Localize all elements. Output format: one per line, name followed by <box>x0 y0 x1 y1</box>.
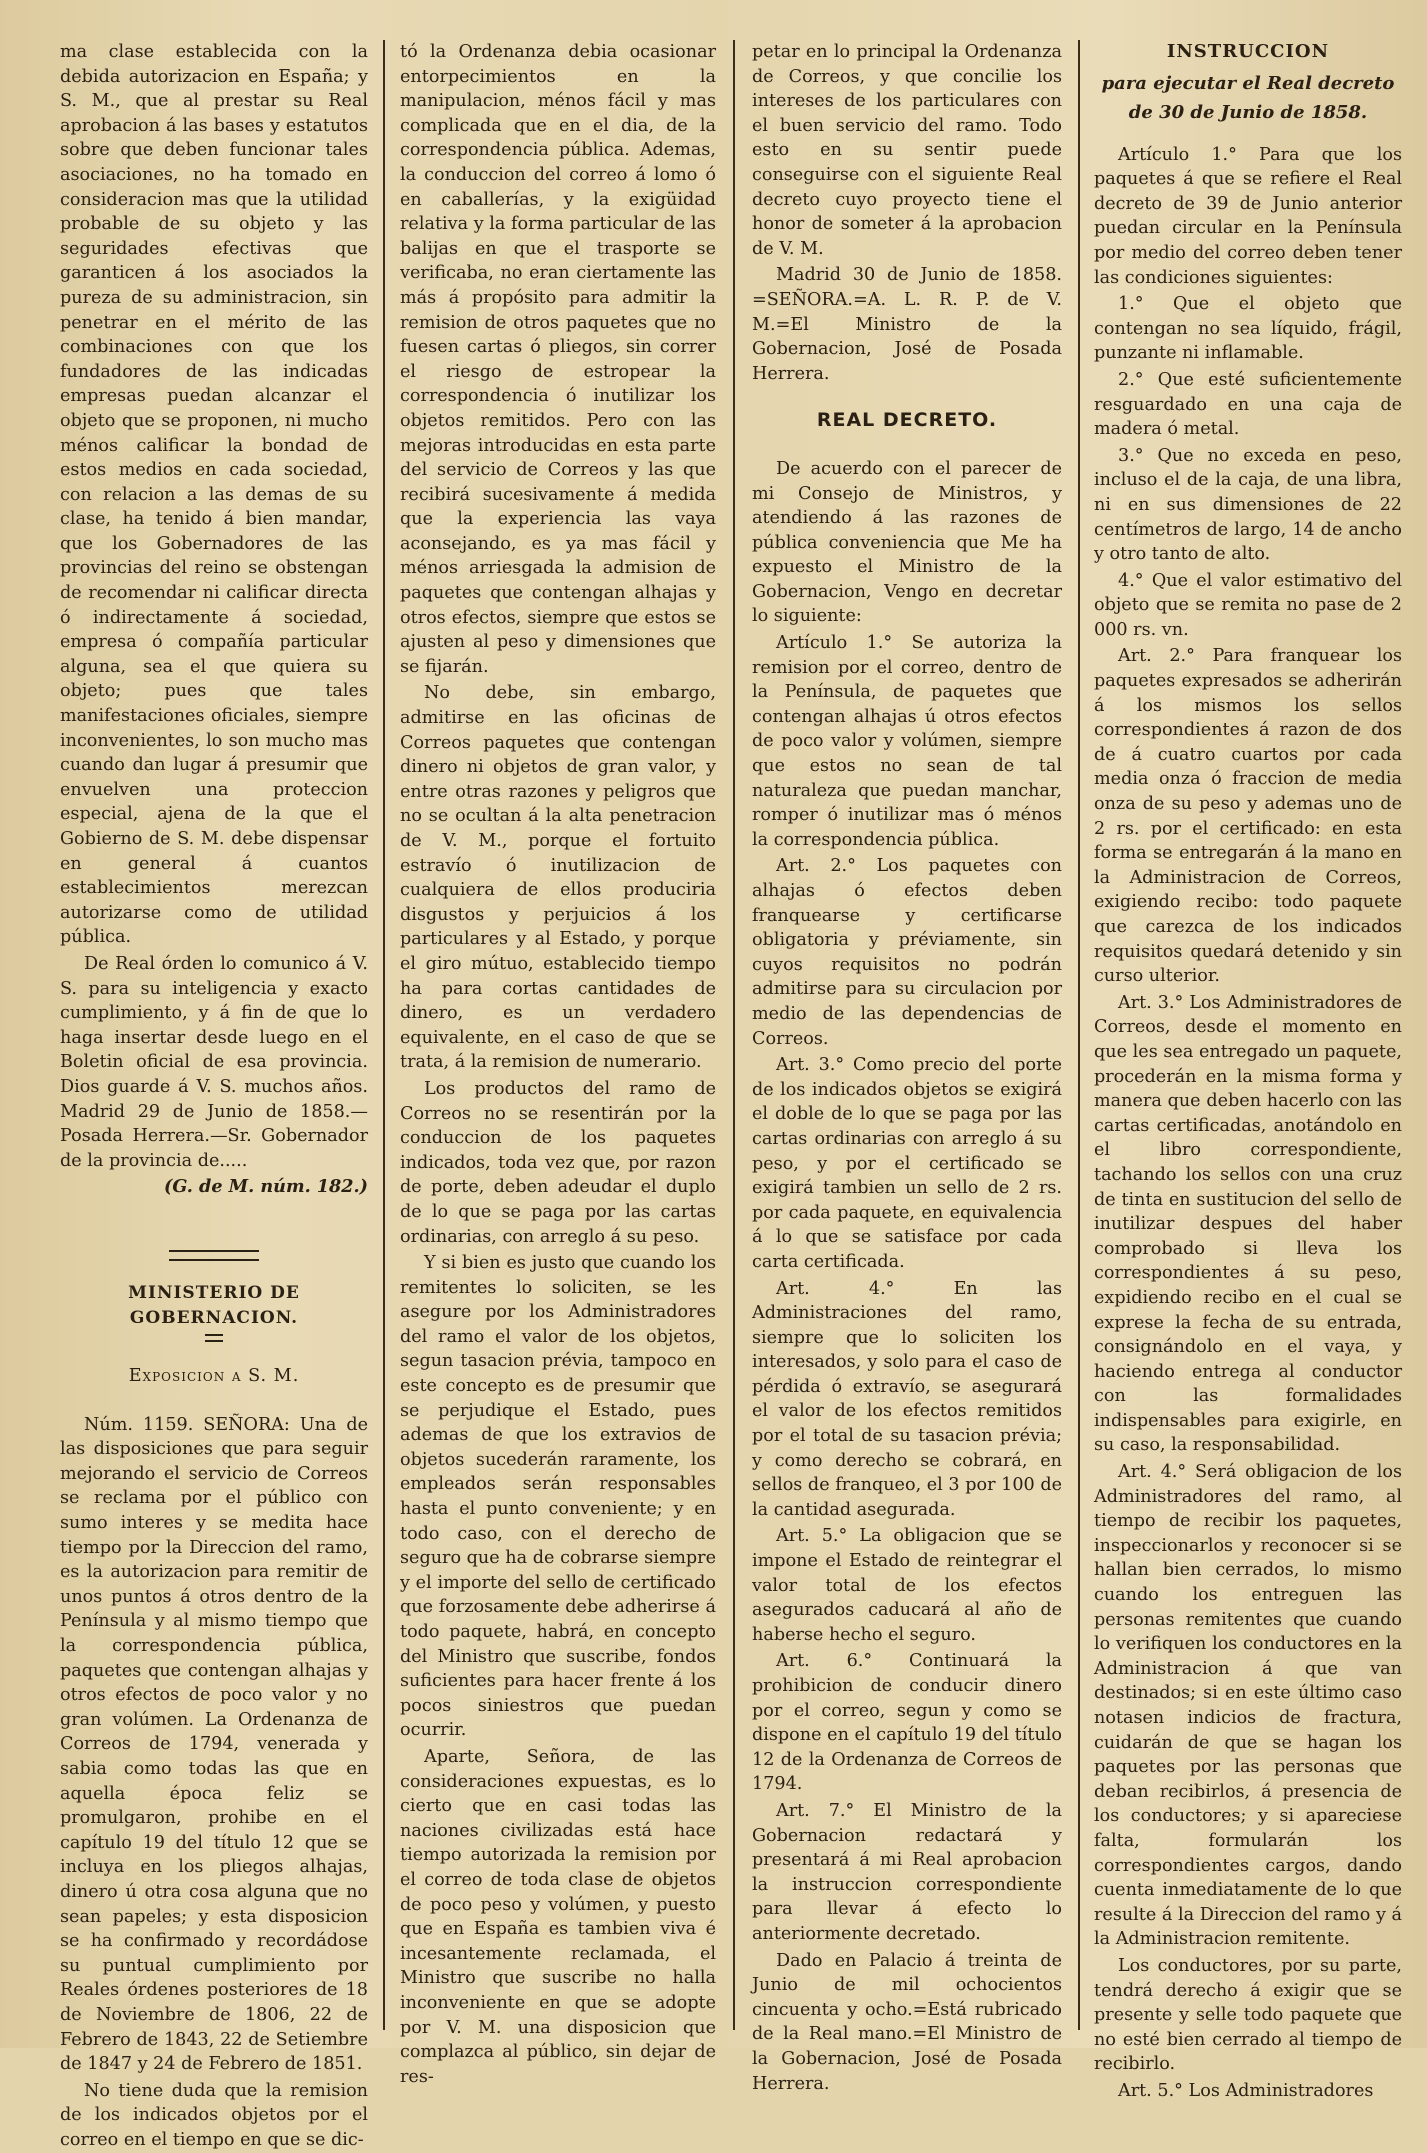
column-divider <box>1078 40 1080 2030</box>
source-citation: (G. de M. núm. 182.) <box>164 1176 368 1198</box>
condition: 4.° Que el valor estimativo del objeto que se remita no pase de 2 000 rs. vn. <box>1094 570 1402 640</box>
paragraph: petar en lo principal la Ordenanza de Correos, y que concilie los intereses de los particulares con el buen servicio del ramo. Todo esto en su sentir puede conseguirse con el siguiente Real decreto cuyo proyecto tiene el honor de someter á la aprobacion de V. M. <box>752 42 1062 259</box>
article: Art. 2.° Los paquetes con alhajas ó efectos deben franquearse y certificarse obligatoria y préviamente, sin cuyos requisitos no podrán admitirse para su circulacion por medio de las dependencias de Correos. <box>752 856 1062 1049</box>
paragraph: ma clase establecida con la debida autorizacion en España; y S. M., que al prestar su Real aprobacion á las bases y estatutos sobre que deben funcionar tales asociaciones, no ha tomado en consideracion mas que la utilidad probable de su objeto y las seguridades efectivas que garanticen á los asociados la pureza de su administracion, sin penetrar en el mérito de las combinaciones con que los fundadores de las indicadas empresas puedan alcanzar el objeto que se proponen, ni mucho ménos calificar la bondad de estos medios en cada sociedad, con relacion a las demas de su clase, ha tenido á bien mandar, que los Gobernadores de las provincias del reino se obstengan de recomendar ni calificar directa ó indirectamente á sociedad, empresa ó compañía particular alguna, sea el que quiera su objeto; pues que tales manifestaciones oficiales, siempre inconvenientes, lo son mucho mas cuando dan lugar á presumir que envuelven una proteccion especial, ajena de la que el Gobierno de S. M. debe dispensar en general á cuantos establecimientos merezcan autorizarse como de utilidad pública. <box>60 42 368 948</box>
article: Art. 5.° La obligacion que se impone el Estado de reintegrar el valor total de los efectos asegurados caducará al año de haberse hecho el seguro. <box>752 1526 1062 1645</box>
paragraph: Y si bien es justo que cuando los remitentes lo soliciten, se les asegure por los Administradores del ramo el valor de los objetos, segun tasacion prévia, tampoco en este concepto es de presumir que se perjudique el Estado, pues ademas de que los extravios de objetos sucederán raramente, los empleados serán responsables hasta el punto conveniente; y en todo caso, con el derecho de seguro que ha de cobrarse siempre y el importe del sello de certificado que forzosamente debe adherirse á todo paquete, habrá, en concepto del Ministro que suscribe, fondos suficientes para hacer frente á los pocos siniestros que puedan ocurrir. <box>400 1253 716 1741</box>
column-2 <box>400 40 716 2087</box>
article: Art. 5.° Los Administradores <box>1118 2080 1374 2101</box>
decree-title: REAL DECRETO. <box>816 409 998 432</box>
column-3 <box>752 40 1062 2094</box>
column-divider <box>383 40 385 2030</box>
signature-line: Madrid 30 de Junio de 1858. =SEÑORA.=A. L. R. P. de V. M.=El Ministro de la Gobernacion, José de Posada Herrera. <box>752 265 1062 384</box>
instruction-subtitle: para ejecutar el Real decreto de 30 de Junio de 1858. <box>1101 72 1395 123</box>
paragraph: No tiene duda que la remision de los indicados objetos por el correo en el tiempo en que se dic- <box>60 2080 368 2150</box>
paragraph: Aparte, Señora, de las consideraciones expuestas, es lo cierto que en casi todas las naciones civilizadas está hace tiempo autorizada la remision por el correo de toda clase de objetos de poco peso y volúmen, y puesto que en España es tambien viva é incesantemente reclamada, el Ministro que suscribe no halla inconveniente en que se adopte por V. M. una disposicion que complazca al público, sin dejar de res- <box>400 1746 716 2087</box>
condition: 1.° Que el objeto que contengan no sea líquido, frágil, punzante ni inflamable. <box>1094 294 1402 364</box>
ornament-rule <box>205 1334 223 1342</box>
article: Artículo 1.° Para que los paquetes á que se refiere el Real decreto de 39 de Junio anterior puedan circular en la Península por medio del correo deben tener las condiciones siguientes: <box>1094 144 1402 288</box>
instruction-title: INSTRUCCION <box>1166 41 1330 62</box>
paragraph: Dado en Palacio á treinta de Junio de mil ochocientos cincuenta y ocho.=Está rubricado de la Real mano.=El Ministro de la Gobernacion, José de Posada Herrera. <box>752 1950 1062 2094</box>
paragraph: No debe, sin embargo, admitirse en las oficinas de Correos paquetes que contengan dinero ni objetos de gran valor, y entre otras razones y peligros que no se ocultan á la alta penetracion de V. M., porque el fortuito estravío ó inutilizacion de cualquiera de ellos produciria disgustos y perjuicios á los particulares y al Estado, y porque el giro mútuo, establecido tiempo ha para cortas cantidades de dinero, es un verdadero equivalente, en el caso de que se trata, á la remision de numerario. <box>400 683 716 1073</box>
article: Art. 6.° Continuará la prohibicion de conducir dinero por el correo, segun y como se dispone en el capítulo 19 del título 12 de la Ordenanza de Correos de 1794. <box>752 1651 1062 1795</box>
condition: 2.° Que esté suficientemente resguardado en una caja de madera ó metal. <box>1094 369 1402 440</box>
article: Art. 4.° Será obligacion de los Administradores del ramo, al tiempo de recibir los paquetes, inspeccionarlos y reconocer si se hallan bien cerrados, lo mismo cuando los entreguen las personas remitentes que cuando lo verifiquen los conductores en la Administracion á que van destinados; si en este último caso notasen indicios de fractura, cuidarán de que se hagan los paquetes por las personas que deban recibirlos, á presencia de los conductores; y si apareciese falta, formularán los correspondientes cargos, dando cuenta inmediatamente de lo que resulte á la Direccion del ramo y á la Administracion remitente. <box>1094 1462 1402 1950</box>
paragraph: De acuerdo con el parecer de mi Consejo de Ministros, y atendiendo á las razones de pública conveniencia que Me ha expuesto el Ministro de la Gobernacion, Vengo en decretar lo siguiente: <box>752 458 1062 627</box>
column-4 <box>1094 40 1402 2101</box>
article: Art. 7.° El Ministro de la Gobernacion redactará y presentará á mi Real aprobacion la instruccion correspondiente para llevar á efecto lo anteriormente decretado. <box>752 1800 1062 1944</box>
paragraph: Los productos del ramo de Correos no se resentirán por la conduccion de los paquetes indicados, toda vez que, por razon de porte, deben adeudar el duplo de lo que se paga por las cartas ordinarias, con arreglo á su peso. <box>400 1078 716 1247</box>
article: Artículo 1.° Se autoriza la remision por el correo, dentro de la Península, de paquetes que contengan alhajas ú otros efectos de poco valor y volúmen, siempre que estos no sean de tal naturaleza que puedan manchar, romper ó inutilizar mas ó ménos la correspondencia pública. <box>752 633 1062 850</box>
ornament-rule <box>169 1250 259 1261</box>
condition: 3.° Que no exceda en peso, incluso el de la caja, de una libra, ni en sus dimensiones de 22 centímetros de largo, 14 de ancho y otro tanto de alto. <box>1094 445 1402 565</box>
paragraph: tó la Ordenanza debia ocasionar entorpecimientos en la manipulacion, ménos fácil y mas complicada que en el dia, de la correspondencia pública. Ademas, la conduccion del correo á lomo ó en caballerías, y la exigüidad relativa y la forma particular de las balijas en que el trasporte se verificaba, no eran ciertamente las más á propósito para admitir la remision de otros paquetes que no fuesen cartas ó pliegos, sin correr el riesgo de estropear la correspondencia ó inutilizar los objetos remitidos. Pero con las mejoras introducidas en esta parte del servicio de Correos y las que recibirá sucesivamente á medida que la experiencia las vaya aconsejando, es ya mas fácil y ménos arriesgada la admision de paquetes que contengan alhajas y otros efectos, siempre que estos se ajusten al peso y dimensiones que se fijarán. <box>400 42 716 677</box>
exposition-title: Exposicion a S. M. <box>128 1366 300 1387</box>
paragraph: Núm. 1159. SEÑORA: Una de las disposiciones que para seguir mejorando el servicio de Correos se reclama por el público con sumo interes y se medita hace tiempo por la Direccion del ramo, es la autorizacion para remitir de unos puntos á otros dentro de la Península y al mismo tiempo que la correspondencia pública, paquetes que contengan alhajas y otros efectos de poco valor y no gran volúmen. La Ordenanza de Correos de 1794, venerada y sabia como todas las que en aquella época feliz se promulgaron, prohibe en el capítulo 19 del título 12 que se incluya en los pliegos alhajas, dinero ú otra cosa alguna que no sean papeles; y esta disposicion se ha confirmado y recordádose su puntual cumplimiento por Reales órdenes posteriores de 18 de Noviembre de 1806, 22 de Febrero de 1843, 22 de Setiembre de 1847 y 24 de Febrero de 1851. <box>60 1414 368 2075</box>
article: Art. 4.° En las Administraciones del ramo, siempre que lo soliciten los interesados, y solo para el caso de pérdida ó extravío, se asegurará el valor de los efectos remitidos por el total de su tasacion prévia; y como derecho se cobrará, en sellos de franqueo, el 3 por 100 de la cantidad asegurada. <box>752 1278 1062 1520</box>
column-1 <box>60 40 368 2150</box>
article: Art. 3.° Los Administradores de Correos, desde el momento en que les sea entregado un paquete, procederán en la misma forma y manera que deben hacerlo con las cartas certificadas, anotándolo en el libro correspondiente, tachando los sellos con una cruz de tinta en sustitucion del sello de inutilizar despues del haber comprobado si lleva los correspondientes á su peso, expidiendo recibo en el cual se exprese la fecha de su entrada, consignándolo en el vaya, y haciendo entrega al conductor con las formalidades indispensables para exigirle, en su caso, la responsabilidad. <box>1094 992 1402 1456</box>
paragraph: De Real órden lo comunico á V. S. para su inteligencia y exacto cumplimiento, y á fin de que lo haga insertar desde luego en el Boletin oficial de esa provincia. Dios guarde á V. S. muchos años. Madrid 29 de Junio de 1858.—Posada Herrera.—Sr. Gobernador de la provincia de..... <box>60 953 368 1171</box>
article: Art. 2.° Para franquear los paquetes expresados se adherirán á los mismos los sellos correspondientes á razon de dos de á cuatro cuartos por cada media onza ó fraccion de media onza de su peso y ademas uno de 2 rs. por el certificado: en esta forma se entregarán á la mano en la Administracion de Correos, exigiendo recibo: todo paquete que carezca de los indicados requisitos quedará detenido y sin curso ulterior. <box>1094 646 1402 987</box>
paragraph: Los conductores, por su parte, tendrá derecho á exigir que se presente y selle todo paquete que no esté bien cerrado al tiempo de recibirlo. <box>1094 1955 1402 2075</box>
article: Art. 3.° Como precio del porte de los indicados objetos se exigirá el doble de lo que se paga por las cartas ordinarias con arreglo á su peso, y por el certificado se exigirá tambien un sello de 2 rs. por cada paquete, en equivalencia á lo que se satisface por cada carta certificada. <box>752 1055 1062 1272</box>
section-title: MINISTERIO DE GOBERNACION. <box>128 1282 300 1328</box>
column-divider <box>733 40 735 2030</box>
